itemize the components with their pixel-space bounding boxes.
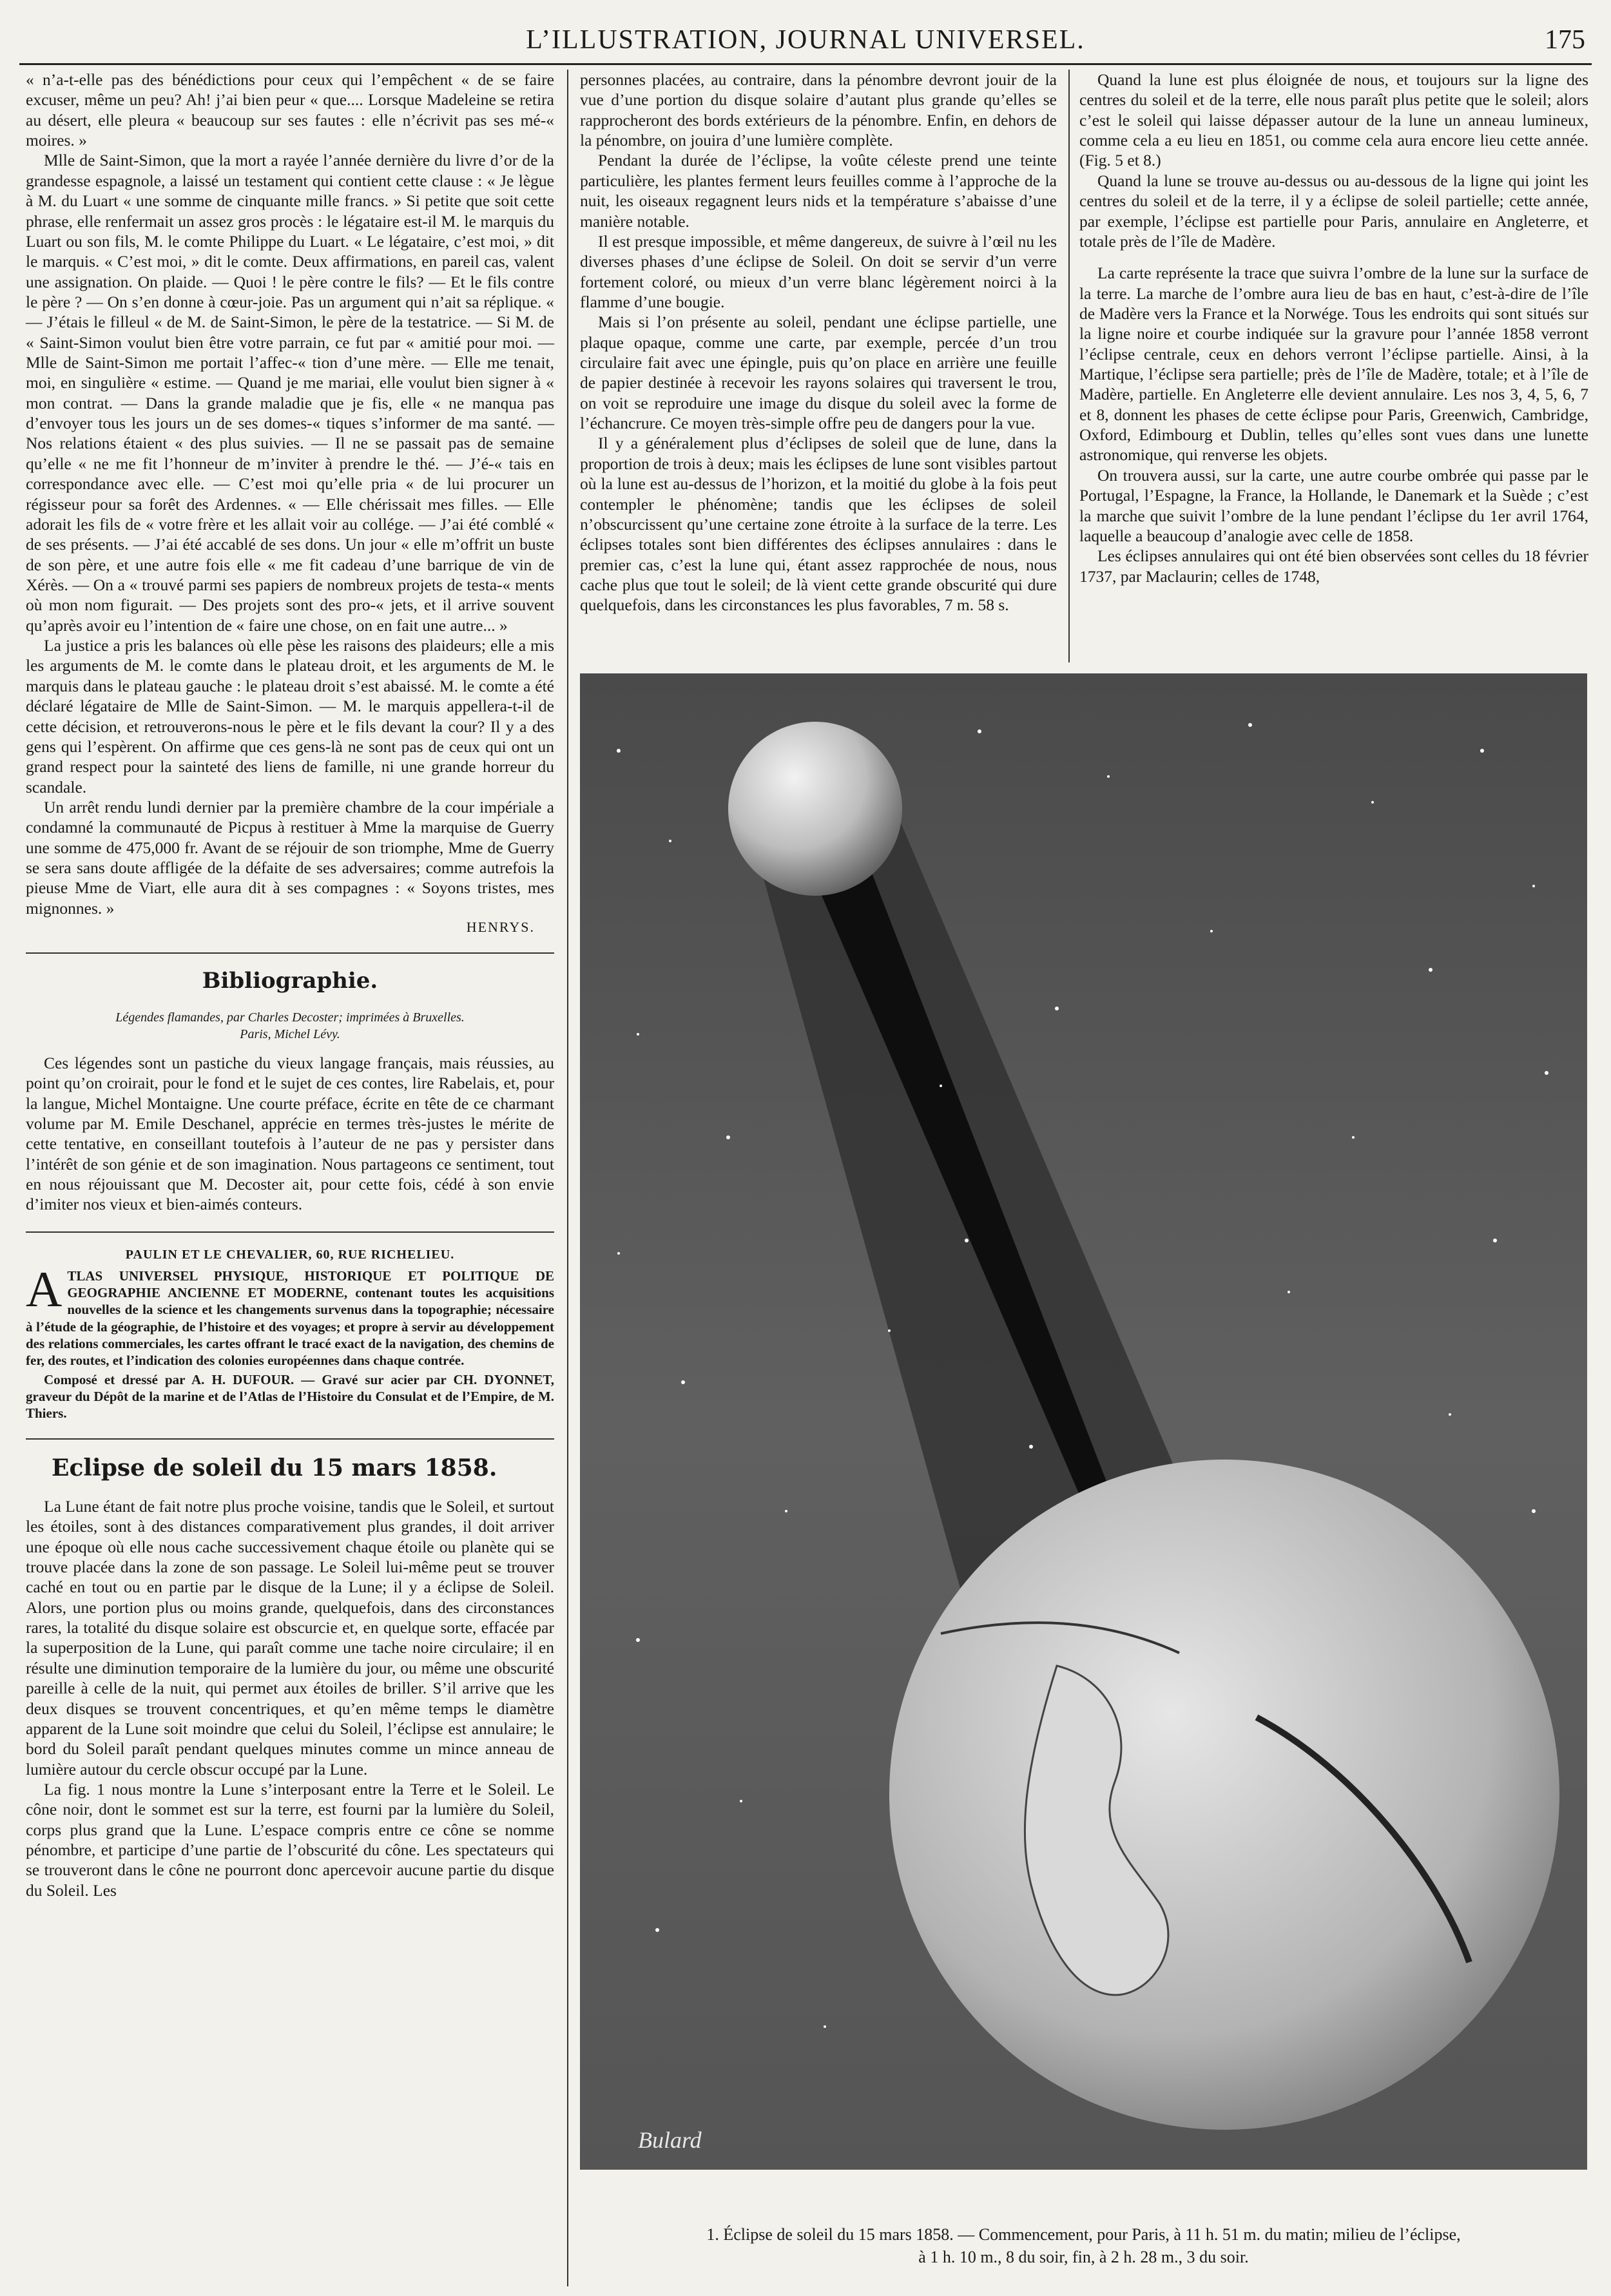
- atlas-body-text: TLAS UNIVERSEL PHYSIQUE, HISTORIQUE ET POLITIQUE DE GEOGRAPHIE ANCIENNE ET MODERNE, contenant toutes les acquisitions nouvelles de la science et les changements survenus dans la topographie; nécessaire à l’étude de la géographie, de l’histoire et des voyages; et propre à servir au développement des relations commerciales, les cartes offrant le tracé exact de la navigation, des chemins de fer, des routes, et l’indication des colonies européennes dans chaque contrée.: [26, 1268, 554, 1368]
- atlas-advertisement: [26, 1261, 554, 1368]
- caption-line: 1. Éclipse de soleil du 15 mars 1858. — Commencement, pour Paris, à 11 h. 51 m. du matin; milieu de l’éclipse,: [706, 2225, 1461, 2244]
- eclipse-paragraph: La fig. 1 nous montre la Lune s’interposant entre la Terre et le Soleil. Le cône noir, dont le sommet est sur la terre, est fourni par la lumière du Soleil, corps plus grand que la Lune. L’espace compris entre ce cône se nomme pénombre, et participe d’une partie de l’obscurité du cône. Les spectateurs qui se trouveront dans le cône ne pourront donc apercevoir aucune partie du disque du Soleil. Les: [26, 1780, 554, 1900]
- bibliographie-subtitle-line: Légendes flamandes, par Charles Decoster; imprimées à Bruxelles.: [115, 1010, 465, 1025]
- atlas-dropcap: A: [26, 1261, 63, 1318]
- eclipse-paragraph: La Lune étant de fait notre plus proche voisine, tandis que le Soleil, et surtout les étoiles, sont à des distances comparativement plus grandes, il doit arriver une époque où elle nous cache successivement chaque étoile ou planète qui se trouve placée dans la zone de son passage. Le Soleil lui-même peut se trouver caché en tout ou en partie par le disque de la Lune; il y a éclipse de Soleil. Alors, une portion plus ou moins grande, quelquefois, dans des circonstances rares, la totalité du disque solaire est obscurcie et, en quelque sorte, effacée par la superposition de la Lune, qui paraît comme une tache noire circulaire; il en résulte une diminution temporaire de la lumière du jour, ou même une obscurité pareille à celle de la nuit, qui permet aux étoiles de briller. S’il arrive que les deux disques se trouvent concentriques, et qu’en même temps le diamètre apparent de la Lune soit moindre que celui du Soleil, l’éclipse est annulaire; le bord du Soleil paraît pendant quelques minutes comme un mince anneau de lumière autour du cercle obscur occupé par la Lune.: [26, 1496, 554, 1779]
- right-paragraph: Quand la lune est plus éloignée de nous, et toujours sur la ligne des centres du soleil et de la terre, elle nous paraît plus petite que le soleil; alors c’est le soleil qui laisse dépasser autour de la lune un anneau lumineux, comme cela a eu lieu en 1851, ou comme cela aura encore lieu cette année. (Fig. 5 et 8.): [1079, 70, 1588, 170]
- left-column: [26, 70, 554, 1900]
- eclipse-heading: Eclipse de soleil du 15 mars 1858.: [52, 1454, 497, 1481]
- header-rule: [19, 63, 1592, 65]
- right-paragraph: La carte représente la trace que suivra l’ombre de la lune sur la surface de la terre. La marche de l’ombre aura lieu de bas en haut, c’est-à-dire de l’île de Madère vers la France et la Norwége. Tous les endroits qui sont situés sur la ligne noire et courbe indiquée sur la gravure pour l’année 1858 verront l’éclipse centrale, ceux en dehors verront l’éclipse partielle. Ainsi, à la Martique, l’éclipse sera partielle; près de l’île de Madère, totale; et à l’île de Madère, partielle. En Angleterre elle devient annulaire. Les nos 3, 4, 5, 6, 7 et 8, donnent les phases de cette éclipse pour Paris, Greenwich, Cambridge, Oxford, Edimbourg et Dublin, telles qu’elles sont vues dans une lunette astronomique, qui renverse les objets.: [1079, 264, 1588, 465]
- right-paragraph: On trouvera aussi, sur la carte, une autre courbe ombrée qui passe par le Portugal, l’Espagne, la France, la Hollande, le Danemark et la Suède ; c’est la marche que suivit l’ombre de la lune pendant l’éclipse du 1er avril 1764, laquelle a beaucoup d’analogie avec celle de 1858.: [1079, 465, 1588, 545]
- right-column: [1079, 70, 1588, 586]
- middle-paragraph: Il est presque impossible, et même dangereux, de suivre à l’œil nu les diverses phases d’une éclipse de Soleil. On doit se servir d’un verre fortement coloré, ou mieux d’un verre blanc légèrement noirci à la flamme d’une bougie.: [580, 231, 1057, 311]
- earth-globe: [889, 1460, 1559, 2130]
- left-paragraph: Un arrêt rendu lundi dernier par la première chambre de la cour impériale a condamné la communauté de Picpus à restituer à Mme la marquise de Guerry une somme de 475,000 fr. Avant de se réjouir de son triomphe, Mme de Guerry se sera sans doute affligée de la défaite de ses adversaires; comme autrefois la pieuse Mme de Viart, elle aura dit à ses compagnes : « Soyons tristes, mes mignonnes. »: [26, 797, 554, 918]
- bibliographie-subtitle: [26, 1009, 554, 1043]
- masthead-title: L’ILLUSTRATION, JOURNAL UNIVERSEL.: [526, 25, 1085, 55]
- left-paragraph: « n’a-t-elle pas des bénédictions pour ceux qui l’empêchent « de se faire excuser, même un peu? Ah! j’ai bien peur « que.... Lorsque Madeleine se retira au désert, elle pleura « beaucoup sur ses fautes : elle n’écrivit pas ses mé-« moires. »: [26, 70, 554, 150]
- eclipse-engraving-art: [580, 673, 1587, 2170]
- middle-paragraph: personnes placées, au contraire, dans la pénombre devront jouir de la vue d’une portion du disque solaire d’autant plus grande qu’elles se rapprocheront des bords extérieurs de la pénombre. Enfin, en dehors de la pénombre, on jouira d’une lumière complète.: [580, 70, 1057, 150]
- author-signature: HENRYS.: [466, 919, 535, 936]
- bibliographie-body: Ces légendes sont un pastiche du vieux langage français, mais réussies, au point qu’on croirait, pour le fond et le sujet de ces contes, lire Rabelais, et, pour la langue, Michel Montaigne. Une courte préface, écrite en tête de ce charmant volume par M. Emile Deschanel, apprécie en termes très-justes le mérite de cette tentative, en conseillant toutefois à l’auteur de ne pas y persister dans l’intérêt de son génie et de son imagination. Nous partageons ce sentiment, tout en nous réjouissant que M. Decoster ait, pour cette fois, cédé à son envie d’imiter nos vieux et bien-aimés conteurs.: [26, 1053, 554, 1214]
- middle-column: [580, 70, 1057, 615]
- middle-paragraph: Il y a généralement plus d’éclipses de soleil que de lune, dans la proportion de trois à deux; mais les éclipses de lune sont visibles partout où la lune est au-dessus de l’horizon, et la moitié du globe à la fois peut contempler le phénomène; tandis que les éclipses de soleil n’obscurcissent qu’une certaine zone étroite à la surface de la terre. Les éclipses totales sont bien différentes des éclipses annulaires : dans le premier cas, c’est la lune qui, étant assez rapprochée de nous, nous cache plus que tout le soleil; de là vient cette grande obscurité qui dure quelquefois, dans les circonstances les plus favorables, 7 m. 58 s.: [580, 434, 1057, 615]
- page-number: 175: [1545, 25, 1585, 55]
- right-paragraph: Les éclipses annulaires qui ont été bien observées sont celles du 18 février 1737, par Maclaurin; celles de 1748,: [1079, 546, 1588, 586]
- bibliographie-heading: Bibliographie.: [202, 968, 378, 994]
- atlas-credits: Composé et dressé par A. H. DUFOUR. — Gravé sur acier par CH. DYONNET, graveur du Dépôt de la marine et de l’Atlas de l’Histoire du Consulat et de l’Empire, de M. Thiers.: [26, 1371, 554, 1421]
- section-divider: [26, 952, 554, 954]
- left-paragraph: La justice a pris les balances où elle pèse les raisons des plaideurs; elle a mis les arguments de M. le comte dans le plateau droit, et les arguments de M. le marquis dans le plateau gauche : le plateau droit s’est abaissé. M. le comte a été déclaré légataire de Mlle de Saint-Simon. — M. le marquis appellera-t-il de cette décision, et retrouverons-nous le père et le fils devant la cour? Il y a des gens qui l’espèrent. On affirme que ces gens-là ne sont pas de ceux qui ont un grand respect pour la sainteté des liens de famille, ni une grande horreur du scandale.: [26, 636, 554, 796]
- caption-line: à 1 h. 10 m., 8 du soir, fin, à 2 h. 28 m., 3 du soir.: [918, 2248, 1249, 2267]
- column-rule: [567, 70, 568, 2286]
- middle-paragraph: Pendant la durée de l’éclipse, la voûte céleste prend une teinte particulière, les plantes ferment leurs feuilles comme à l’approche de la nuit, les oiseaux regagnent leurs nids et la température s’abaisse d’une manière notable.: [580, 151, 1057, 231]
- middle-paragraph: Mais si l’on présente au soleil, pendant une éclipse partielle, une plaque opaque, comme une carte, par exemple, percée d’un trou circulaire fait avec une épingle, puis qu’on place en arrière une feuille de papier destinée à recevoir les rayons solaires qui traversent le trou, on voit se reproduire une image du disque du soleil avec la forme de l’échancrure. Ce moyen très-simple offre peu de dangers pour la vue.: [580, 313, 1057, 433]
- illustration-caption: [580, 2223, 1587, 2268]
- left-paragraph: Mlle de Saint-Simon, que la mort a rayée l’année dernière du livre d’or de la grandesse espagnole, a laissé un testament qui contient cette clause : « Je lègue à M. du Luart « une somme de cinquante mille francs. » Si petite que soit cette phrase, elle renfermait un assez gros procès : le légataire est-il M. le marquis du Luart ou son fils, M. le comte Philippe du Luart. « Le légataire, c’est moi, » dit le marquis. « C’est moi, » dit le comte. Deux affirmations, en pareil cas, valent une assignation. On plaide. — Quoi ! le père contre le fils? — Et le fils contre le père ? — On s’en donne à cœur-joie. Pas un argument qui n’ait sa réplique. « — J’étais le filleul « de M. de Saint-Simon, le père de la testatrice. — Si M. de « Saint-Simon voulut bien être votre parrain, ce fut par « amitié pour moi. — Mlle de Saint-Simon me portait l’affec-« tion d’une mère. — Elle me tenait, moi, en singulière « estime. — Quand je me mariai, elle voulut bien signer à « mon contrat. — Dans la grande maladie que je fis, elle « ne manqua pas d’envoyer tous les jours un de ses domes-« tiques s’informer de ma santé. — Nos relations étaient « des plus suivies. — Il ne se passait pas de semaine qu’elle « ne me fit l’honneur de m’inviter à prendre le thé. — J’é-« tais en correspondance avec elle. — C’est moi qu’elle pria « de lui procurer un régisseur pour sa forêt des Ardennes. « — Elle chérissait mes filles. — Elle adorait les fils de « votre frère et les allait voir au collége. — J’ai été comblé « de ses présents. — J’ai été accablé de ses dons. Un jour « elle m’offrit un buste de son père, et une autre fois elle « me fit cadeau d’une barrique de vin de Xérès. — On a « trouvé parmi ses papiers de nombreux projets de testa-« ments où mon nom figurait. — Des projets sont des pro-« jets, et il arrive souvent qu’après avoir eu l’intention de « faire une chose, on en fait une autre... »: [26, 151, 554, 635]
- atlas-publisher: PAULIN ET LE CHEVALIER, 60, RUE RICHELIEU.: [125, 1247, 455, 1262]
- moon-sphere: [728, 722, 902, 896]
- eclipse-engraving: [580, 673, 1587, 2170]
- section-divider: [26, 1231, 554, 1233]
- section-divider: [26, 1438, 554, 1440]
- artist-signature: Bulard: [638, 2127, 702, 2153]
- bibliographie-subtitle-line: Paris, Michel Lévy.: [240, 1027, 340, 1041]
- right-paragraph: Quand la lune se trouve au-dessus ou au-dessous de la ligne qui joint les centres du soleil et de la terre, il y a éclipse de soleil partielle; cette année, par exemple, l’éclipse est partielle pour Paris, annulaire en Angleterre, et totale près de l’île de Madère.: [1079, 171, 1588, 251]
- column-rule: [1068, 70, 1070, 662]
